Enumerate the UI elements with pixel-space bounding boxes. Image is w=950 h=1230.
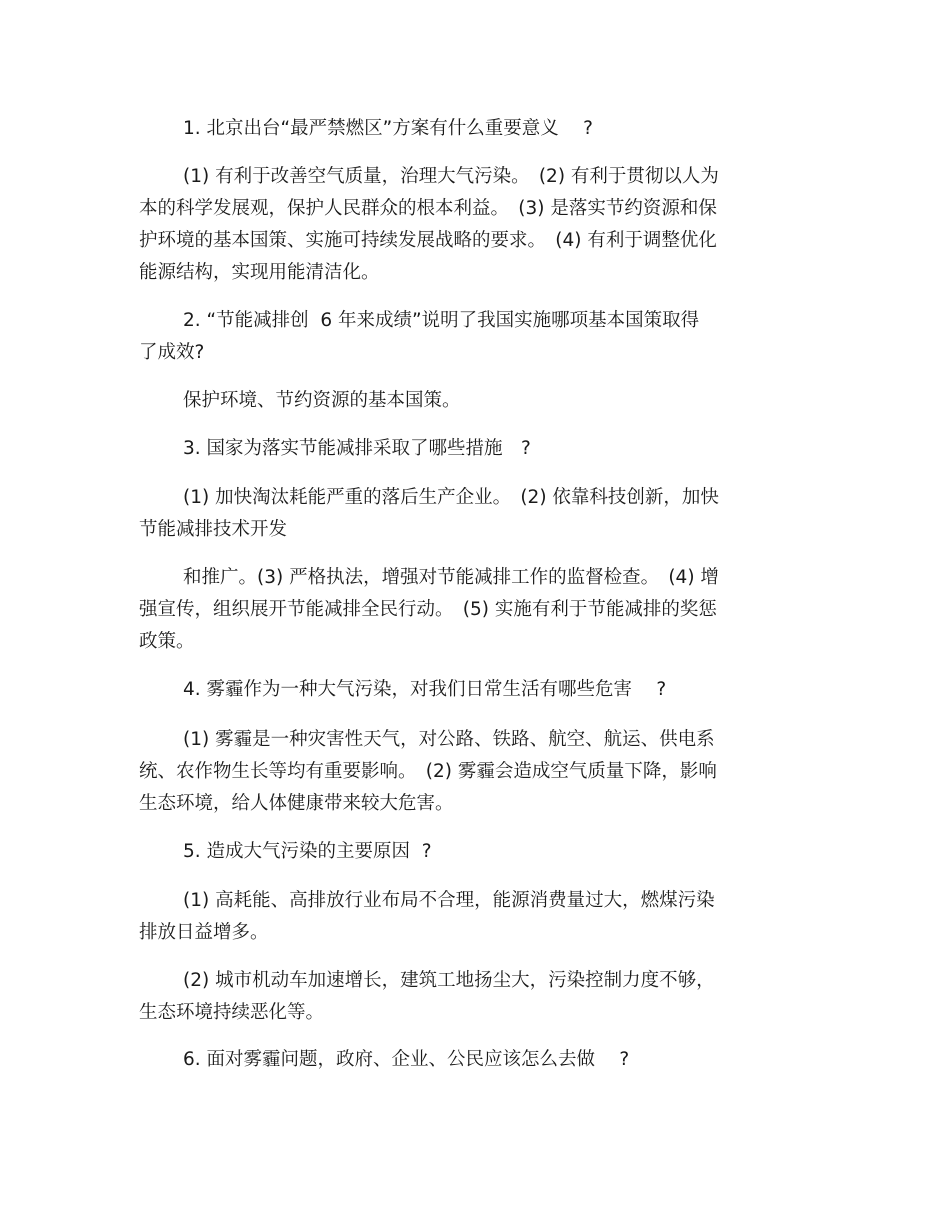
answer-2-text: 保护环境、节约资源的基本国策。 bbox=[183, 390, 461, 411]
question-2 bbox=[139, 305, 799, 369]
answer-3-line: 节能减排技术开发 bbox=[139, 519, 288, 540]
answer-5-line: (1) 高耗能、高排放行业布局不合理，能源消费量过大，燃煤污染 bbox=[183, 890, 715, 911]
answer-1 bbox=[139, 161, 799, 289]
answer-3b bbox=[139, 562, 799, 658]
answer-1-line: (1) 有利于改善空气质量，治理大气污染。 (2) 有利于贯彻以人为 bbox=[183, 166, 719, 187]
answer-3-line: 强宣传，组织展开节能减排全民行动。 (5) 实施有利于节能减排的奖惩 bbox=[139, 599, 717, 620]
answer-4 bbox=[139, 724, 799, 820]
question-5 bbox=[139, 836, 799, 868]
answer-5a bbox=[139, 885, 799, 949]
answer-1-line: 能源结构，实现用能清洁化。 bbox=[139, 262, 380, 283]
question-1-text: 1. 北京出台“最严禁燃区”方案有什么重要意义 ? bbox=[183, 118, 593, 139]
question-6 bbox=[139, 1044, 799, 1076]
question-1 bbox=[139, 113, 799, 145]
question-3-text: 3. 国家为落实节能减排采取了哪些措施 ? bbox=[183, 438, 531, 459]
question-2-line: 了成效? bbox=[139, 342, 205, 363]
answer-4-line: (1) 雾霾是一种灾害性天气，对公路、铁路、航空、航运、供电系 bbox=[183, 729, 715, 750]
question-2-line: 2. “节能减排创 6 年来成绩”说明了我国实施哪项基本国策取得 bbox=[183, 310, 700, 331]
answer-3-line: (1) 加快淘汰耗能严重的落后生产企业。 (2) 依靠科技创新，加快 bbox=[183, 487, 719, 508]
answer-4-line: 统、农作物生长等均有重要影响。 (2) 雾霾会造成空气质量下降，影响 bbox=[139, 761, 717, 782]
answer-3a bbox=[139, 482, 799, 546]
question-5-text: 5. 造成大气污染的主要原因 ? bbox=[183, 841, 432, 862]
answer-4-line: 生态环境，给人体健康带来较大危害。 bbox=[139, 793, 454, 814]
answer-5-line: 生态环境持续恶化等。 bbox=[139, 1002, 325, 1023]
question-3 bbox=[139, 433, 799, 465]
answer-5-line: (2) 城市机动车加速增长，建筑工地扬尘大，污染控制力度不够， bbox=[183, 970, 715, 991]
question-6-text: 6. 面对雾霾问题，政府、企业、公民应该怎么去做 ? bbox=[183, 1049, 630, 1070]
answer-5b bbox=[139, 965, 799, 1029]
question-4-text: 4. 雾霾作为一种大气污染，对我们日常生活有哪些危害 ? bbox=[183, 679, 667, 700]
answer-1-line: 护环境的基本国策、实施可持续发展战略的要求。 (4) 有利于调整优化 bbox=[139, 230, 717, 251]
question-4 bbox=[139, 674, 799, 706]
answer-5-line: 排放日益增多。 bbox=[139, 922, 269, 943]
answer-3-line: 政策。 bbox=[139, 631, 195, 652]
answer-3-line: 和推广。(3) 严格执法，增强对节能减排工作的监督检查。 (4) 增 bbox=[183, 567, 719, 588]
answer-2 bbox=[139, 385, 799, 417]
answer-1-line: 本的科学发展观，保护人民群众的根本利益。 (3) 是落实节约资源和保 bbox=[139, 198, 717, 219]
